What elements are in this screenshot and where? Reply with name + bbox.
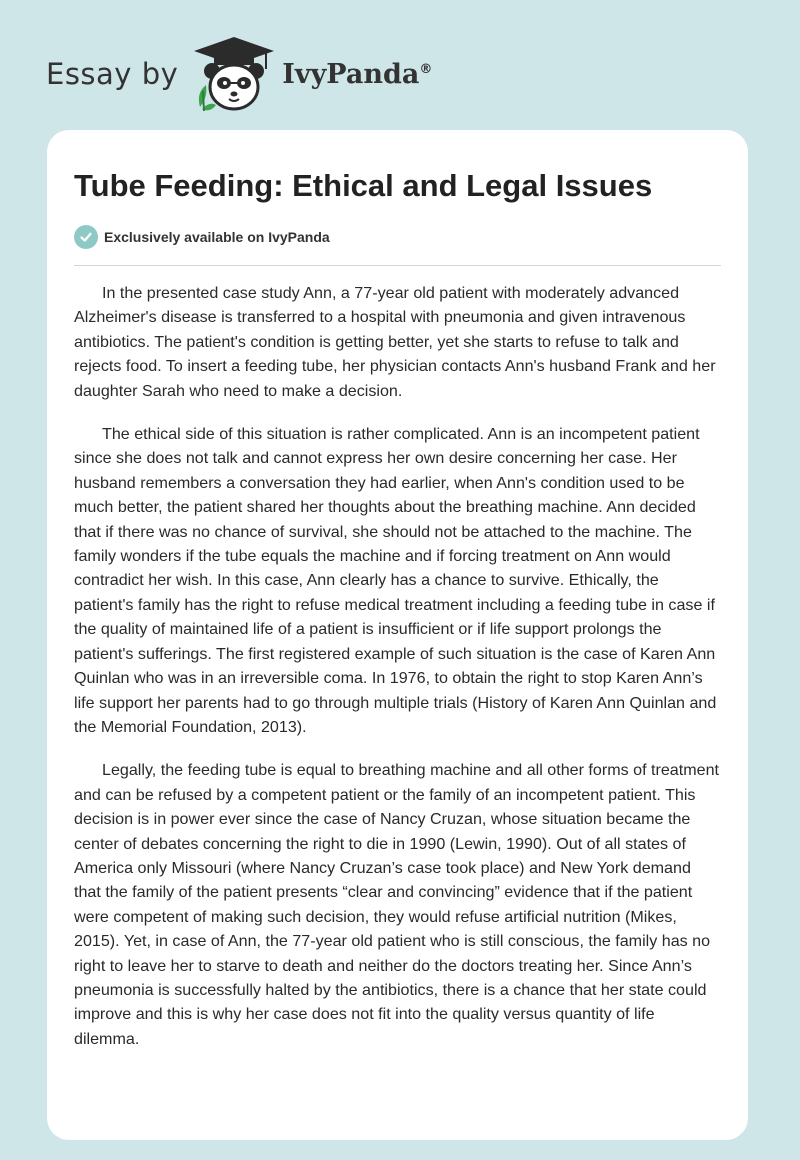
essay-body — [74, 281, 721, 1051]
site-header — [46, 34, 432, 114]
paragraph: In the presented case study Ann, a 77-year old patient with moderately advanced Alzheimer's disease is transferred to a hospital with pneumonia and given intravenous antibiotics. The patient's condition is getting better, yet she starts to refuse to talk and rejects food. To insert a feeding tube, her physician contacts Ann's husband Frank and her daughter Sarah who need to make a decision. — [74, 284, 716, 400]
page-title: Tube Feeding: Ethical and Legal Issues — [74, 168, 653, 203]
exclusive-badge — [74, 224, 721, 250]
panda-logo-icon[interactable] — [192, 35, 276, 113]
essay-card — [47, 130, 748, 1140]
divider — [74, 265, 721, 266]
registered-mark: ® — [419, 61, 433, 77]
paragraph: The ethical side of this situation is rather complicated. Ann is an incompetent patient since she does not talk and cannot express her own desire concerning her case. Her husband remembers a conversation they had earlier, when Ann's condition used to be much better, the patient shared her thoughts about the breathing machine. Ann decided that if there was no chance of survival, she should not be attached to the machine. The family wonders if the tube equals the machine and if forcing treatment on Ann would contradict her wish. In this case, Ann clearly has a chance to survive. Ethically, the patient's family has the right to refuse medical treatment including a feeding tube in case if the quality of maintained life of a patient is insufficient or if life support prolongs the patient's sufferings. The first registered example of such situation is the case of Karen Ann Quinlan who was in an irreversible coma. In 1976, to obtain the right to stop Karen Ann’s life support her parents had to go through multiple trials (History of Karen Ann Quinlan and the Memorial Foundation, 2013). — [74, 425, 717, 736]
brand-text: IvyPanda — [282, 58, 420, 90]
paragraph: Legally, the feeding tube is equal to breathing machine and all other forms of treatment and can be refused by a competent patient or the family of an incompetent patient. This decision is in power ever since the case of Nancy Cruzan, whose situation became the center of debates concerning the right to die in 1990 (Lewin, 1990). Out of all states of America only Missouri (where Nancy Cruzan’s case took place) and New York demand that the family of the patient presents “clear and convincing” evidence that if the patient were competent of making such decision, they would refuse artificial nutrition (Mikes, 2015). Yet, in case of Ann, the 77-year old patient who is still conscious, the family has no right to leave her to starve to death and neither do the doctors treating her. Since Ann’s pneumonia is successfully halted by the antibiotics, there is a chance that her state could improve and this is why her case does not fit into the quality versus quantity of life dilemma. — [74, 761, 720, 1048]
check-circle-icon — [74, 225, 98, 249]
brand-name[interactable] — [282, 59, 432, 90]
exclusive-label: Exclusively available on IvyPanda — [104, 229, 330, 245]
essay-by-label: Essay by — [46, 57, 179, 91]
